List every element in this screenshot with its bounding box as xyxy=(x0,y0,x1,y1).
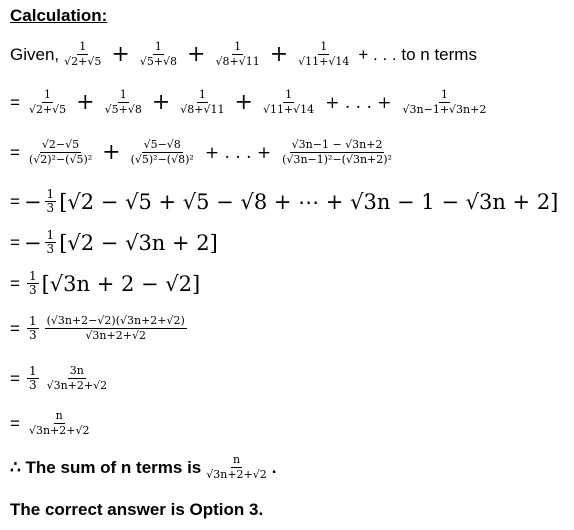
fraction xyxy=(27,138,94,167)
numerator: 1 xyxy=(285,88,293,101)
denominator: √5+√8 xyxy=(139,55,178,68)
numerator: 1 xyxy=(234,40,242,53)
fraction xyxy=(45,364,110,393)
step-3 xyxy=(10,188,558,215)
ellipsis: + . . . + xyxy=(204,142,272,163)
fraction xyxy=(45,314,187,343)
numerator: 1 xyxy=(119,88,127,101)
fraction xyxy=(129,138,196,167)
plus-sign: + xyxy=(151,90,171,115)
given-prefix: Given, xyxy=(10,44,60,64)
numerator: 1 xyxy=(440,88,448,101)
numerator: √3n−1 − √3n+2 xyxy=(291,138,383,151)
denominator: 3 xyxy=(28,283,37,297)
fraction xyxy=(103,88,144,117)
numerator: 1 xyxy=(46,187,55,201)
fraction xyxy=(62,40,103,69)
denominator: √11+√14 xyxy=(262,103,315,116)
coefficient-fraction xyxy=(27,365,39,392)
fraction xyxy=(178,88,226,117)
numerator: 1 xyxy=(46,228,55,242)
numerator: √5−√8 xyxy=(143,138,181,151)
plus-sign: + xyxy=(187,42,206,67)
equals-sign: = xyxy=(10,232,20,252)
numerator: 1 xyxy=(198,88,206,101)
equals-sign: = xyxy=(10,92,20,112)
step-5 xyxy=(10,270,200,297)
calculation-heading: Calculation: xyxy=(10,6,108,25)
fraction xyxy=(280,138,394,167)
denominator: √5+√8 xyxy=(104,103,142,116)
fraction xyxy=(296,40,351,69)
fraction xyxy=(401,88,489,117)
minus-sign: − xyxy=(23,189,42,214)
equals-sign: = xyxy=(10,273,20,293)
equals-sign: = xyxy=(10,413,20,433)
given-ellipsis: + . . . to n terms xyxy=(358,44,477,64)
fraction xyxy=(213,40,261,69)
coefficient-fraction xyxy=(27,315,39,342)
denominator: √3n+2+√2 xyxy=(85,329,146,342)
numerator: n xyxy=(55,409,63,422)
equals-sign: = xyxy=(10,318,20,338)
denominator: √8+√11 xyxy=(215,55,260,68)
denominator: √11+√14 xyxy=(298,55,350,68)
plus-sign: + xyxy=(269,42,289,67)
sum-prefix: ∴ The sum of n terms is xyxy=(10,457,202,477)
plus-sign: + xyxy=(76,90,95,115)
step-7 xyxy=(10,364,112,393)
given-line xyxy=(10,40,477,69)
denominator: √3n+2+√2 xyxy=(46,379,108,392)
coefficient-fraction xyxy=(45,229,57,256)
denominator: √3n+2+√2 xyxy=(206,468,267,481)
denominator: (√2)²−(√5)² xyxy=(28,153,93,166)
step-8 xyxy=(10,409,94,438)
fraction xyxy=(204,453,269,482)
denominator: √2+√5 xyxy=(64,55,102,68)
denominator: 3 xyxy=(46,201,55,215)
equals-sign: = xyxy=(10,368,20,388)
denominator: (√5)²−(√8)² xyxy=(130,153,194,166)
step-1 xyxy=(10,88,491,117)
fraction xyxy=(27,88,68,117)
denominator: √3n−1+√3n+2 xyxy=(402,103,487,116)
fraction xyxy=(27,409,92,438)
numerator: 1 xyxy=(28,314,37,328)
minus-sign: − xyxy=(23,230,42,255)
numerator: 1 xyxy=(320,40,328,53)
denominator: 3 xyxy=(28,378,37,392)
fraction xyxy=(261,88,316,117)
denominator: 3 xyxy=(46,242,55,256)
coefficient-fraction xyxy=(45,188,57,215)
numerator: 1 xyxy=(44,88,52,101)
numerator: 1 xyxy=(79,40,87,53)
equals-sign: = xyxy=(10,142,20,162)
sum-suffix: . xyxy=(271,457,277,477)
denominator: 3 xyxy=(28,328,37,342)
denominator: (√3n−1)²−(√3n+2)² xyxy=(282,153,392,166)
correct-answer: The correct answer is Option 3. xyxy=(10,500,264,519)
bracket-expression: [√3n + 2 − √2] xyxy=(41,271,201,296)
plus-sign: + xyxy=(102,140,121,165)
numerator: (√3n+2−√2)(√3n+2+√2) xyxy=(46,314,185,327)
ellipsis: + . . . + xyxy=(325,92,392,113)
plus-sign: + xyxy=(234,90,253,115)
numerator: 1 xyxy=(154,40,162,53)
numerator: 1 xyxy=(28,269,37,283)
step-6 xyxy=(10,314,190,343)
equals-sign: = xyxy=(10,191,20,211)
denominator: √3n+2+√2 xyxy=(28,424,90,437)
numerator: 1 xyxy=(28,364,37,378)
denominator: √8+√11 xyxy=(180,103,225,116)
step-2 xyxy=(10,138,397,167)
numerator: 3n xyxy=(69,364,84,377)
sum-conclusion xyxy=(10,453,277,482)
denominator: √2+√5 xyxy=(28,103,67,116)
fraction xyxy=(138,40,179,69)
coefficient-fraction xyxy=(27,270,39,297)
numerator: √2−√5 xyxy=(41,138,80,151)
numerator: n xyxy=(232,453,241,466)
step-4 xyxy=(10,229,218,256)
plus-sign: + xyxy=(111,42,130,67)
bracket-expression: [√2 − √3n + 2] xyxy=(59,230,218,255)
bracket-expression: [√2 − √5 + √5 − √8 + ⋯ + √3n − 1 − √3n + 2] xyxy=(59,189,559,214)
